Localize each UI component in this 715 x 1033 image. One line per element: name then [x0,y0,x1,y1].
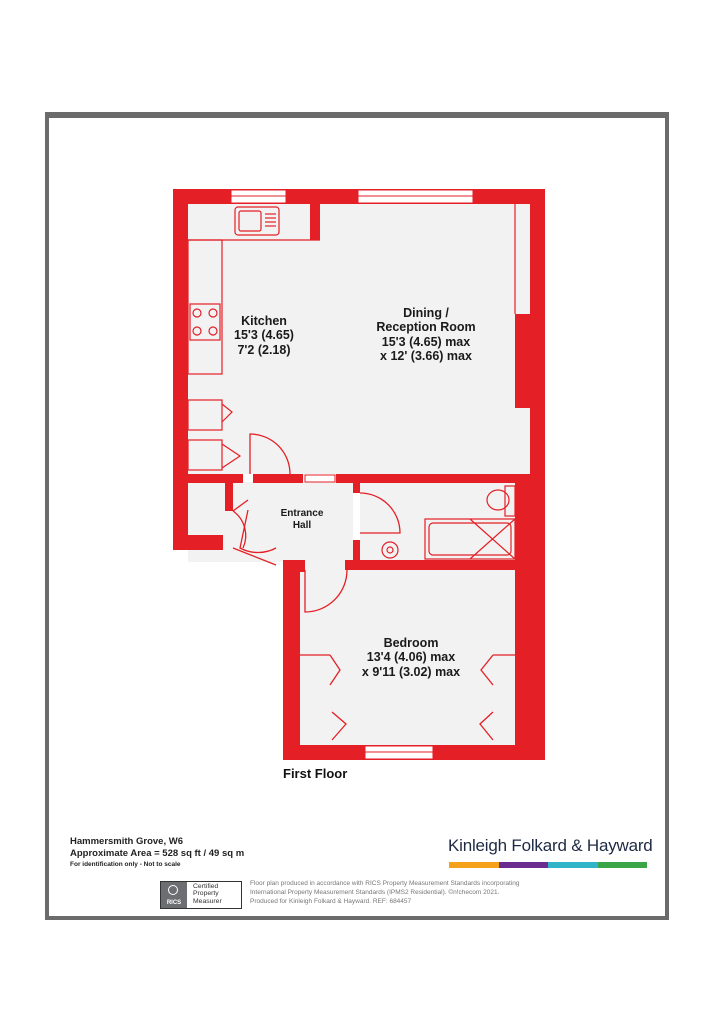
address-block [70,836,244,860]
disclaimer-line2: International Property Measurement Standards (IPMS2 Residential). ©n!checom 2021. [250,888,500,896]
address-street: Hammersmith Grove, W6 [70,836,183,847]
rics-label [193,883,222,905]
bedroom-dim2: x 9'11 (3.02) max [361,664,461,679]
wall-mid-h-right [336,474,545,483]
bedroom-name: Bedroom [383,636,439,650]
kitchen-dim1: 15'3 (4.65) [234,328,294,343]
wall-dining-right-thick [515,314,530,408]
wall-closet-side [225,483,233,511]
wall-bed-left [283,560,300,760]
brand-color-bar [449,862,647,868]
bathroom-floor [360,482,515,560]
brand-bar-green [598,862,648,868]
rics-badge-text: RICS [166,900,182,906]
dining-label [360,306,492,364]
wall-closet-bottom [173,535,223,550]
window-hall [305,475,335,482]
dining-name1: Dining / [403,306,449,320]
dining-dim2: x 12' (3.66) max [380,349,472,364]
wall-bed-right [515,560,545,760]
wall-mid-h-left [173,474,243,483]
wall-bath-right [515,483,545,563]
dining-dim1: 15'3 (4.65) max [381,334,471,349]
wall-kitchen-stub [310,204,320,240]
disclaimer-text [250,880,570,906]
entrance-label [276,508,328,531]
rics-line3: Measurer [193,897,222,905]
bedroom-label [350,636,472,679]
brand-bar-teal [548,862,598,868]
rics-line2: Property [193,890,219,898]
brand-name: Kinleigh Folkard & Hayward [448,836,653,855]
floor-title: First Floor [283,766,348,781]
rics-line1: Certified [193,883,219,890]
kitchen-dim2: 7'2 (2.18) [237,342,291,357]
rics-logo-icon [161,882,187,908]
wall-hall-diag [283,560,305,572]
dining-name2: Reception Room [376,320,476,335]
wall-right-upper [530,189,545,486]
rics-certified-badge [160,881,242,909]
identification-note: For identification only - Not to scale [70,861,181,868]
disclaimer-line3: Produced for Kinleigh Folkard & Hayward. REF: 684457 [250,897,412,905]
kitchen-name: Kitchen [241,314,287,328]
brand-bar-orange [449,862,499,868]
wall-bath-left [353,483,360,493]
brand-bar-purple [499,862,549,868]
wall-mid-h-center [253,474,303,483]
disclaimer-line1: Floor plan produced in accordance with RICS Property Measurement Standards incorporating [250,880,520,887]
entrance-name1: Entrance [280,508,324,519]
entrance-name2: Hall [292,519,312,531]
kitchen-label [222,314,306,357]
address-area: Approximate Area = 528 sq ft / 49 sq m [70,847,245,859]
bedroom-dim1: 13'4 (4.06) max [366,650,456,665]
wall-left-upper [173,189,188,549]
